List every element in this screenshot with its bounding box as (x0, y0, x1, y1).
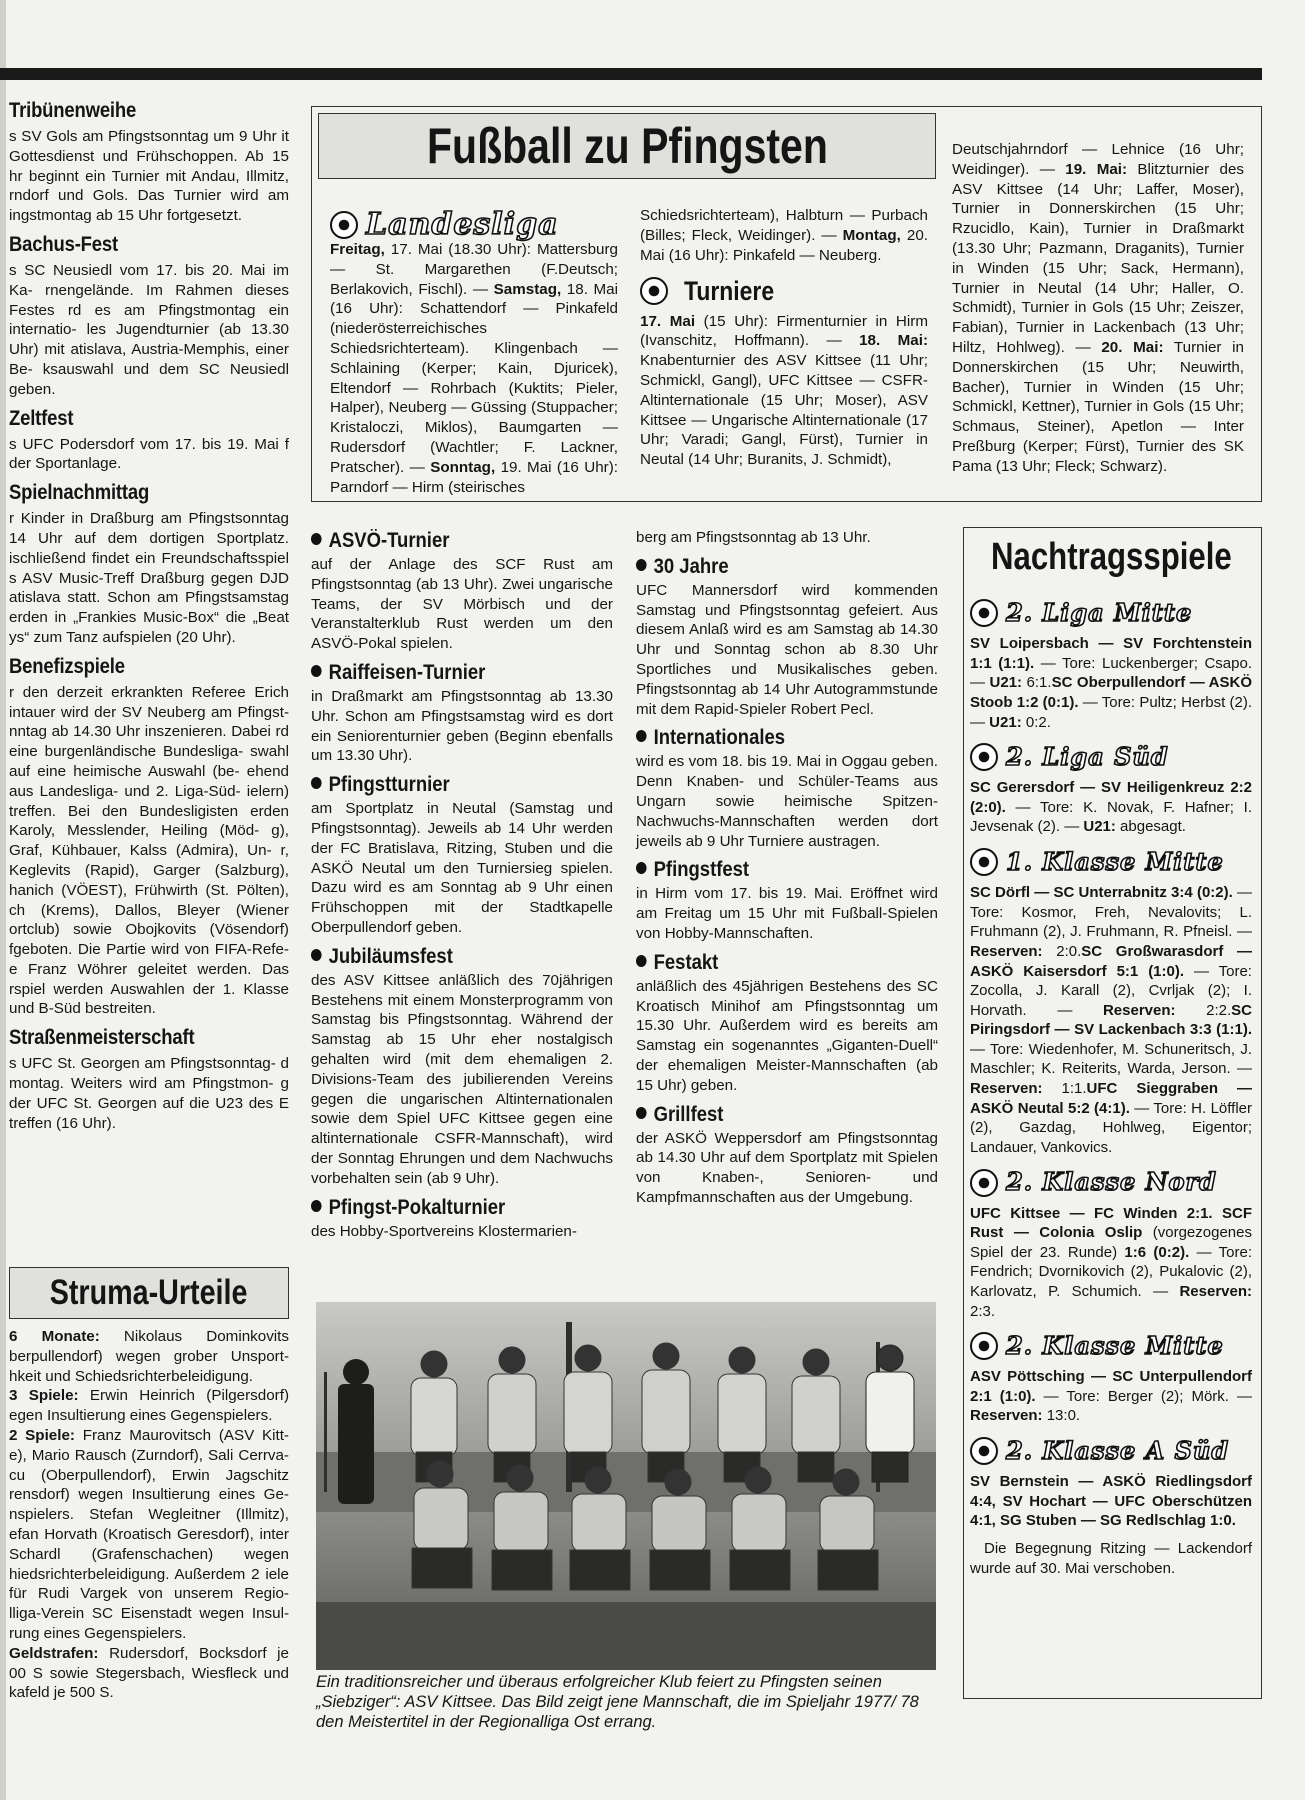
text-run: Deutschjahrndorf — Lehnice (16 Uhr; Weidinger). — (952, 141, 1244, 178)
text-run: 2:3. (970, 1302, 996, 1320)
event-text: des Hobby-Sportvereins Klostermarien- (311, 1222, 577, 1240)
bold-run: UFC Kittsee — FC Winden 2:1. (970, 1204, 1213, 1222)
text-run: — Tore: Wiedenhofer, M. Schuneritsch, J. Maschler; K. Reiterits, Warda, Jerson. — (970, 1040, 1252, 1078)
section-heading: Bachus-Fest (9, 232, 118, 256)
event-title: Raiffeisen-Turnier (328, 660, 486, 684)
events-col2 (636, 528, 938, 1208)
section-text: s SV Gols am Pfingstsonntag um 9 Uhr it Gottesdienst und Frühschoppen. Ab 15 hr beginnt ein Turnier mit Andau, Illmitz, rndorf und Gols. Das Turnier wird am ingstmontag ab 15 Uhr fortgesetzt. (9, 128, 289, 225)
event-text: berg am Pfingstsonntag ab 13 Uhr. (636, 529, 871, 546)
text-run: Rudersdorf, Bocksdorf je 00 S sowie Stegersbach, Wiesfleck und kafeld je 500 S. (9, 1644, 289, 1702)
section-heading: Benefizspiele (9, 654, 125, 678)
text-run: 2:2. (1175, 1001, 1232, 1019)
event-heading (311, 528, 577, 553)
text-run: (15 Uhr): Firmenturnier in Hirm (Ivanschitz, Hoffmann). — (640, 312, 928, 350)
bold-run: 6 Monate: (9, 1328, 100, 1345)
league-results (970, 1204, 1252, 1322)
events-col1 (311, 528, 613, 1241)
team-photo (316, 1302, 936, 1670)
event-text: UFC Mannersdorf wird kommenden Samstag und Pfingstsonntag gefeiert. Aus diesem Anlaß wird es am Samstag ab 14.30 Uhr und Sonntag schon ab 8.30 Uhr Sportliches und Musikalisches geben. Pfingstsonntag ab 14 Uhr Autogrammstunde mit dem Rapid-Spieler Robert Pecl. (636, 581, 938, 718)
bold-run: Sonntag, (430, 458, 496, 476)
landesliga-label: Landesliga (366, 207, 559, 243)
text-run: — Tore: K. Novak, F. Hafner; I. Jevsenak (2). — (970, 798, 1252, 836)
football-icon (970, 1332, 998, 1360)
bold-run: U21: (989, 674, 1023, 692)
text-run: abgesagt. (1115, 818, 1186, 836)
feature-title: Fußball zu Pfingsten (426, 118, 828, 174)
bullet-icon (311, 949, 322, 961)
event-title: ASVÖ-Turnier (328, 529, 450, 552)
league-name: 2. Liga Süd (1006, 742, 1169, 772)
top-rule (0, 68, 1262, 80)
nachtrag-footnote: Die Begegnung Ritzing — Lackendorf wurde auf 30. Mai verschoben. (970, 1539, 1252, 1577)
bold-run: 20. Mai: (1101, 338, 1164, 356)
event-title: Grillfest (653, 1102, 724, 1126)
text-run: Blitzturnier des ASV Kittsee (14 Uhr; Laffer, Moser), Turnier in Donnerskirchen (15 Uhr; Rzucidlo, Kain), Turnier in Draßmarkt (13.30 Uhr; Pazmann, Draganits), Turnier in Winden (15 Uhr; Sack, Hermann), Turnier in Neutal (14 Uhr; Haller, O. Schmidt), Turnier in Gols (15 Uhr; Zeiszer, Fabian), Turnier in Lackenbach (13 Uhr; Hiltz, Hohlweg). — (952, 160, 1244, 356)
text-run (1213, 1205, 1222, 1222)
bold-run: 17. Mai (640, 312, 696, 330)
text-run: 6:1. (1022, 674, 1052, 692)
text-run: 17. Mai (18.30 Uhr): Mattersburg — St. Margarethen (F.Deutsch; Berlakovich, Fischl). — (330, 241, 618, 298)
section-text: s SC Neusiedl vom 17. bis 20. Mai im Ka- rnengelände. Im Rahmen dieses Festes rd es am Pfingstmontag ein internatio- les Jugendturnier (ab 13.30 Uhr) mit atislava, Austria-Memphis, einer Be- ksauswahl und dem SC Neusiedl geben. (9, 261, 289, 398)
section-heading: Straßenmeisterschaft (9, 1026, 195, 1050)
text-run: Franz Maurovitsch (ASV Kitt- e), Mario Rausch (Zurndorf), Sali Cerrva- cu (Oberpullendorf), Erwin Jagschitz rensdorf) wegen Insultierung eines Ge- nspielers. Stefan Wegleitner (Illmitz), efan Horvath (Kroatisch Geresdorf), inter Schardl (Grafenschachen) wegen hiedsrichterbeleidigung. Außerdem 2 iele für Rudi Vargek von unserem Regio- lliga-Verein SC Eisenstadt wegen Insul- rung eines Gegenspielers. (9, 1426, 289, 1642)
event-heading (636, 554, 902, 579)
football-icon (330, 211, 358, 239)
bold-run: Montag, (842, 226, 901, 244)
league-heading (970, 843, 1252, 879)
event-heading (311, 1195, 577, 1220)
bullet-icon (311, 777, 322, 789)
text-run: 2:0. (1042, 942, 1082, 960)
football-icon (970, 848, 998, 876)
text-run: 0:2. (1021, 713, 1051, 731)
text-run: 19. Mai (16 Uhr): Parndorf — Hirm (steirisches (330, 458, 618, 496)
event-text: anläßlich des 45jährigen Bestehens des SC Kroatisch Minihof am Pfingstsonntag um 15.30 Uhr. Außerdem wird es bereits am Samstag ein sogenanntes „Giganten-Duell“ der ehemaligen Meister-Mannschaften (ab 15 Uhr) geben. (636, 977, 938, 1094)
text-run: — Tore: Pultz; Herbst (2). — (970, 693, 1252, 731)
text-run: Erwin Heinrich (Pilgersdorf) egen Insultierung eines Gegenspielers. (9, 1387, 289, 1425)
text-run: Nikolaus Dominkovits berpullendorf) wegen grober Unsport- hkeit und Schiedsrichterbeleidigung. (9, 1328, 289, 1385)
bullet-icon (311, 665, 322, 677)
text-run: — Tore: Kosmor, Freh, Nevalovits; L. Fruhmann (2), J. Fruhmann, R. Pfneisl. — (970, 884, 1253, 941)
bold-run: SV Bernstein — ASKÖ Riedlingsdorf 4:4, SV Hochart — UFC Oberschützen 4:1, SG Stuben — SG Redlschlag 1:0. (970, 1473, 1252, 1530)
bold-run: Freitag, (330, 241, 385, 258)
event-text: am Sportplatz in Neutal (Samstag und Pfingstsonntag). Jeweils ab 14 Uhr werden der FC Bratislava, Ritzing, Stuben und die ASKÖ Neutal um den Turniersieg spielen. Dazu wird es am Sonntag ab 9 Uhr einen Frühschoppen mit der Stadtkapelle Oberpullendorf geben. (311, 800, 613, 936)
turniere-text (640, 312, 928, 470)
text-run: Knabenturnier des ASV Kittsee (11 Uhr; Schmickl, Gangl), UFC Kittsee — CSFR-Altinternationale (15 Uhr; Moser), ASV Kittsee — Ungarische Altinternationale (17 Uhr; Varadi; Gangl, Fürst), Turnier in Neutal (14 Uhr; Buranits, J. Schmidt), (640, 352, 928, 469)
league-name: 2. Klasse Nord (1006, 1167, 1217, 1197)
football-icon (970, 1437, 998, 1465)
struma-entry (9, 1327, 289, 1386)
bold-run: 18. Mai: (859, 332, 928, 350)
event-heading (311, 660, 577, 685)
league-results (970, 1472, 1252, 1531)
event-title: Pfingst-Pokalturnier (328, 1195, 506, 1219)
text-run: Schiedsrichterteam), Halbturn — Purbach (Billes; Fleck, Weidinger). — (640, 207, 928, 244)
event-title: Festakt (653, 950, 719, 974)
league-heading (970, 738, 1252, 774)
section-text: r Kinder in Draßburg am Pfingstsonntag 14 Uhr auf dem dortigen Sportplatz. ischließend findet ein Freundschaftsspiel s ASV Music-Treff Draßburg gegen DJD atislava statt. Schon am Pfingstsamstag erden in „Frankies Music-Box“ die „Beat ys“ zum Tanz aufspielen (20 Uhr). (9, 510, 289, 646)
bold-run: SC Piringsdorf — SV Lackenbach 3:3 (1:1). (970, 1001, 1252, 1039)
event-text: in Draßmarkt am Pfingstsonntag ab 13.30 Uhr. Schon am Pfingstsamstag wird es dort ein Seniorenturnier geben (Beginn ebenfalls um 13.30 Uhr). (311, 687, 613, 765)
bold-run: SC Gerersdorf — SV Heiligenkreuz 2:2 (2:0). (970, 779, 1252, 816)
bold-run: Reserven: (1179, 1282, 1252, 1300)
football-icon (970, 1169, 998, 1197)
league-name: 2. Klasse A Süd (1006, 1436, 1230, 1466)
feature-col1 (330, 240, 618, 497)
event-text: der ASKÖ Weppersdorf am Pfingstsonntag ab 14.30 Uhr auf dem Sportplatz mit Spielen von Knaben-, Senioren- und Kampfmannschaften aus der Umgebung. (636, 1129, 938, 1206)
bullet-icon (636, 730, 647, 742)
league-heading (970, 1327, 1252, 1363)
team-photo-image (316, 1302, 936, 1670)
league-results (970, 778, 1252, 837)
event-heading (311, 772, 577, 797)
section-text: s UFC Podersdorf vom 17. bis 19. Mai f der Sportanlage. (9, 435, 289, 473)
struma-entry (9, 1386, 289, 1426)
feature-title-box (318, 113, 936, 179)
landesliga-text (330, 240, 618, 497)
bullet-icon (636, 862, 647, 874)
bullet-icon (636, 955, 647, 967)
bullet-icon (636, 559, 647, 571)
text-run: — Tore: H. Löffler (2), Gazdag, Hohlweg, Eigentor; Landauer, Vankovics. (970, 1099, 1252, 1156)
bold-run: Geldstrafen: (9, 1644, 99, 1662)
section-text: s UFC St. Georgen am Pfingstsonntag- d montag. Weiters wird am Pfingstmon- g der UFC St. Georgen auf die U23 des E treffen (16 Uhr). (9, 1055, 289, 1132)
league-results (970, 1367, 1252, 1426)
league-name: 2. Klasse Mitte (1006, 1331, 1224, 1361)
section-heading: Tribünenweihe (9, 99, 137, 122)
section-heading: Zeltfest (9, 406, 74, 430)
event-heading (636, 725, 902, 750)
bold-run: SC Oberpullendorf — ASKÖ Stoob 1:2 (0:1). (970, 674, 1253, 711)
bold-run: ASV Pöttsching — SC Unterpullendorf 2:1 (1:0). (970, 1368, 1252, 1405)
page-edge (0, 0, 6, 1800)
turniere-label: Turniere (684, 275, 775, 306)
text-run: Turnier in Donnerskirchen (15 Uhr; Neuwirth, Bacher), Turnier in Winden (15 Uhr; Schmickl, Kettner), Turnier in Gols (15 Uhr; Schmaus, Steiner), Apetlon — Inter Preßburg (Kerper; Fürst), Turnier des SK Pama (13 Uhr; Fleck; Schwarz). (952, 338, 1244, 475)
bold-run: Reserven: (970, 1407, 1043, 1425)
bold-run: SC Großwarasdorf — ASKÖ Kaisersdorf 5:1 (1:0). (970, 942, 1252, 980)
text-run: 20. Mai (16 Uhr): Pinkafeld — Neuberg. (640, 226, 928, 264)
landesliga-heading (330, 206, 559, 242)
event-title: 30 Jahre (653, 554, 729, 578)
feature-col2 (640, 206, 928, 470)
event-text: des ASV Kittsee anläßlich des 70jährigen Bestehens mit einem Monsterprogramm von Samstag bis Pfingstsonntag. Während der Samstag ab 15 Uhr eher nostalgisch gehalten wird (mit dem ehemaligen 2. Divisions-Team des jubilierenden Vereins gegen die ungarischen Altinternationalen sowie dem Spiel UFC Kittsee gegen eine altinternationale CSFR-Mannschaft), wird der Sonntag Ehrungen und dem Nachwuchs vorbehalten sein (ab 9 Uhr). (311, 971, 613, 1187)
event-heading (636, 1102, 902, 1127)
league-heading (970, 1163, 1252, 1199)
bullet-icon (636, 1107, 647, 1119)
turniere-heading (640, 271, 928, 307)
event-title: Internationales (653, 726, 786, 750)
bold-run: SCF Rust — Colonia Oslip (970, 1204, 1252, 1242)
league-heading (970, 594, 1252, 630)
text-run: — Tore: Luckenberger; Csapo. — (970, 654, 1253, 692)
section-text: r den derzeit erkrankten Referee Erich intauer wird der SV Neuberg am Pfingst- nntag ab 14.30 Uhr inszenieren. Dabei rd eine burgenländische Bundesliga- swahl auf eine heimische Auswahl (be- ehend aus Landesliga- und 2. Liga-Süd- ielern) treffen. Bei den Bundesligisten erden Karoly, Messlender, Heiling (Möd- g), Graf, Kühbauer, Kalss (Admira), Un- r, Keglevits (Rapid), Garger (Salzburg), hanich (VÖEST), Frühwirth (St. Pölten), ch (Krems), Dallos, Bleyer (Wiener ortclub) sowie Obojkovits (Vösendorf) fgeboten. Die Partie wird von FIFA-Refe- e Franz Wöhrer geleitet werden. Das rspiel werden Auswahlen der 1. Klasse und B-Süd bestreiten. (9, 683, 289, 1018)
struma-list (9, 1327, 289, 1703)
turniere-text-cont (952, 140, 1244, 477)
event-text: wird es vom 18. bis 19. Mai in Oggau geben. Denn Knaben- und Schüler-Teams aus Ungarn sowie heimische Spitzen-Nachwuchs-Mannschaften werden dort jeweils ab 9 Uhr Turniere austragen. (636, 753, 938, 850)
bold-run: SC Dörfl — SC Unterrabnitz 3:4 (0:2). (970, 884, 1233, 902)
league-results (970, 634, 1252, 732)
text-run: (vorgezogenes Spiel der 23. Runde) (970, 1224, 1252, 1261)
text-run: — Tore: Zocolla, J. Karall (2), Cvrljak (2); I. Horvath. — (970, 962, 1252, 1019)
nachtrag-title: Nachtragsspiele (991, 536, 1232, 578)
bold-run: U21: (1083, 818, 1116, 836)
feature-col3 (952, 140, 1244, 477)
bold-run: 19. Mai: (1065, 160, 1128, 178)
league-results (970, 883, 1252, 1157)
football-icon (640, 277, 668, 305)
league-heading (970, 1432, 1252, 1468)
struma-entry (9, 1644, 289, 1703)
nachtrag-list (970, 588, 1252, 1578)
bold-run: Samstag, (493, 280, 562, 298)
league-name: 1. Klasse Mitte (1006, 847, 1224, 877)
bullet-icon (311, 533, 322, 545)
text-run: 1:1. (1042, 1080, 1087, 1098)
text-run: 18. Mai (16 Uhr): Schattendorf — Pinkafeld (niederösterreichisches Schiedsrichterteam). Klingenbach — Schlaining (Kerper; Kain, Djuricek), Eltendorf — Rohrbach (Kuktits; Pieler, Halper), Neuberg — Güssing (Stuppacher; Kristaloczi, Miklos), Baumgarten — Rudersdorf (Wachtler; F. Lackner, Pratscher). — (330, 280, 618, 476)
bold-run: Reserven: (970, 942, 1043, 960)
left-column (9, 98, 289, 1133)
event-title: Pfingstfest (653, 858, 750, 882)
bold-run: 2 Spiele: (9, 1426, 75, 1444)
text-run: — Tore: Berger (2); Mörk. — (1035, 1387, 1252, 1405)
football-icon (970, 743, 998, 771)
event-heading (636, 857, 902, 882)
bullet-icon (311, 1200, 322, 1212)
bold-run: SV Loipersbach — SV Forchtenstein 1:1 (1:1). (970, 635, 1252, 672)
event-heading (636, 950, 902, 975)
struma-title-box (9, 1267, 289, 1319)
event-heading (311, 944, 577, 969)
event-text: auf der Anlage des SCF Rust am Pfingstsonntag (ab 13 Uhr). Zwei ungarische Teams, der SV Mörbisch und der Veranstalterklub Rust werden um den ASVÖ-Pokal spielen. (311, 556, 613, 653)
bold-run: 1:6 (0:2). (1124, 1243, 1190, 1261)
event-title: Pfingstturnier (328, 773, 450, 797)
event-text: in Hirm vom 17. bis 19. Mai. Eröffnet wird am Freitag um 15 Uhr mit Fußball-Spielen von Hobby-Mannschaften. (636, 885, 938, 942)
bold-run: Reserven: (970, 1080, 1043, 1098)
landesliga-text-cont (640, 206, 928, 265)
text-run: 13:0. (1042, 1407, 1081, 1425)
struma-title: Struma-Urteile (50, 1273, 248, 1312)
struma-entry (9, 1426, 289, 1644)
bold-run: U21: (989, 713, 1022, 731)
text-run: — Tore: Fendrich; Dvornikovich (2), Pukalovic (2), Karlovatz, P. Schumich. — (970, 1243, 1252, 1300)
league-name: 2. Liga Mitte (1006, 598, 1193, 628)
event-title: Jubiläumsfest (328, 944, 453, 968)
bold-run: UFC Sieggraben — ASKÖ Neutal 5:2 (4:1). (970, 1080, 1253, 1117)
photo-caption: Ein traditionsreicher und überaus erfolgreicher Klub feiert zu Pfingsten seinen „Siebziger“: ASV Kittsee. Das Bild zeigt jene Mannschaft, die im Spieljahr 1977/ 78 den Meistertitel in der Regionalliga Ost errang. (316, 1673, 919, 1731)
bold-run: 3 Spiele: (9, 1387, 79, 1405)
football-icon (970, 599, 998, 627)
section-heading: Spielnachmittag (9, 481, 150, 505)
bold-run: Reserven: (1102, 1001, 1176, 1019)
